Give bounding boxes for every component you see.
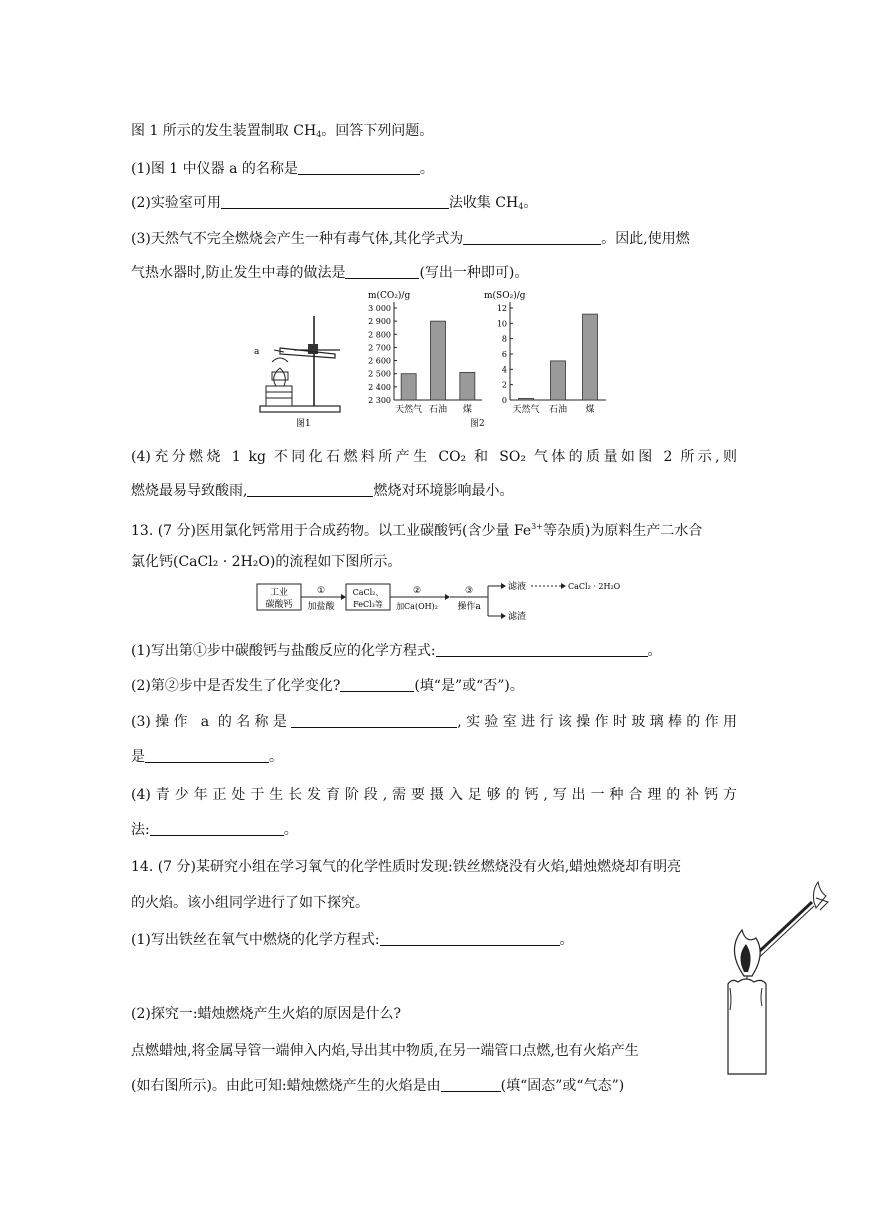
y-tick-label: 10 [496, 319, 507, 329]
svg-text:CaCl₂、: CaCl₂、 [352, 588, 384, 597]
q13-part4: (4)青少年正处于生长发育阶段,需要摄入足够的钙,写出一种合理的补钙方 [131, 787, 737, 803]
bar [431, 321, 446, 400]
svg-text:CaCl₂ · 2H₂O: CaCl₂ · 2H₂O [568, 582, 621, 591]
answer-blank[interactable] [345, 264, 419, 279]
q13-title-cont: 氯化钙(CaCl₂ · 2H₂O)的流程如下图所示。 [131, 554, 402, 570]
q14-part2-cont: (如右图所示)。由此可知:蜡烛燃烧产生的火焰是由 (填“固态”或“气态”) [131, 1078, 625, 1094]
q12-part2: (2)实验室可用 法收集 $CH_4$。 [131, 195, 538, 211]
q12-part4-cont: 燃烧最易导致酸雨, 燃烧对环境影响最小。 [131, 483, 514, 499]
answer-blank[interactable] [247, 482, 373, 497]
x-tick-label: 天然气 [395, 405, 423, 415]
candle-figure [716, 880, 832, 1076]
candle-body-icon [728, 979, 766, 1074]
arrow-icon [445, 594, 450, 600]
y-tick-label: 2 600 [368, 356, 391, 366]
bar [401, 374, 416, 400]
svg-text:碳酸钙: 碳酸钙 [265, 600, 293, 610]
q12-part3-cont: 气热水器时,防止发生中毒的做法是 (写出一种即可)。 [131, 265, 529, 281]
q13-part4-cont: 法: 。 [131, 822, 298, 838]
svg-text:滤液: 滤液 [508, 582, 527, 592]
flow-diagram [255, 580, 635, 624]
q14-part2: (2)探究一:蜡烛燃烧产生火焰的原因是什么? [131, 1006, 402, 1022]
x-tick-label: 煤 [585, 405, 595, 415]
y-tick-label: 2 700 [368, 343, 391, 353]
q13-title: 13. (7 分)医用氯化钙常用于合成药物。以工业碳酸钙(含少量 $Fe^{3+}$等杂质)为原料生产二水合 [131, 522, 703, 539]
x-tick-label: 石油 [548, 405, 568, 415]
y-tick-label: 0 [501, 396, 507, 405]
bar [460, 372, 475, 400]
answer-blank[interactable] [298, 160, 420, 175]
answer-blank[interactable] [441, 1077, 501, 1092]
q14-part2-text: 点燃蜡烛,将金属导管一端伸入内焰,导出其中物质,在另一端管口点燃,也有火焰产生 [131, 1043, 639, 1059]
intro-text: 图 1 所示的发生装置制取 $CH_4$。回答下列问题。 [131, 123, 434, 139]
answer-blank[interactable] [145, 748, 269, 763]
y-tick-label: 8 [501, 334, 507, 344]
q13-part2: (2)第②步中是否发生了化学变化? (填“是”或“否”)。 [131, 678, 524, 694]
axis-title: m(CO₂)/g [368, 291, 411, 301]
axis-title: m(SO₂)/g [484, 291, 526, 301]
figure1-caption: 图1 [296, 419, 311, 429]
y-tick-label: 12 [496, 304, 507, 313]
svg-text:②: ② [412, 586, 422, 596]
svg-text:操作a: 操作a [457, 602, 481, 612]
q13-part3-cont: 是 。 [131, 749, 283, 765]
svg-text:①: ① [316, 586, 326, 596]
answer-blank[interactable] [340, 677, 414, 692]
q14-title: 14. (7 分)某研究小组在学习氧气的化学性质时发现:铁丝燃烧没有火焰,蜡烛燃烧却有明亮 [131, 859, 682, 875]
chart-co2 [360, 288, 485, 420]
y-tick-label: 3 000 [368, 304, 391, 313]
tube-flame-icon [814, 882, 827, 908]
x-tick-label: 煤 [462, 405, 472, 415]
svg-text:加Ca(OH)₂: 加Ca(OH)₂ [396, 602, 438, 611]
figure2-caption: 图2 [470, 419, 485, 429]
bar [519, 398, 534, 400]
svg-text:FeCl₃等: FeCl₃等 [353, 600, 383, 609]
bar [583, 314, 598, 400]
arrow-icon [341, 594, 346, 600]
figure1-apparatus [250, 310, 350, 430]
y-tick-label: 2 500 [368, 369, 391, 379]
q14-title-cont: 的火焰。该小组同学进行了如下探究。 [131, 895, 369, 911]
q13-part1: (1)写出第①步中碳酸钙与盐酸反应的化学方程式: 。 [131, 643, 662, 659]
answer-blank[interactable] [380, 931, 560, 946]
answer-blank[interactable] [463, 230, 601, 245]
x-tick-label: 石油 [428, 405, 448, 415]
svg-text:加盐酸: 加盐酸 [307, 602, 335, 612]
answer-blank[interactable] [436, 642, 648, 657]
q13-part3: (3)操作 a 的名称是 ,实验室进行该操作时玻璃棒的作用 [131, 714, 738, 730]
q12-part4: (4)充分燃烧 1 kg 不同化石燃料所产生 CO₂ 和 SO₂ 气体的质量如图 2 所示,则 [131, 449, 737, 465]
y-tick-label: 2 400 [368, 382, 391, 392]
label-a: a [254, 347, 260, 357]
y-tick-label: 2 800 [368, 330, 391, 340]
answer-blank[interactable] [150, 821, 284, 836]
q12-part3: (3)天然气不完全燃烧会产生一种有毒气体,其化学式为 。因此,使用燃 [131, 231, 690, 247]
svg-text:滤渣: 滤渣 [508, 612, 527, 622]
q12-part1: (1)图 1 中仪器 a 的名称是 。 [131, 161, 434, 177]
svg-text:③: ③ [464, 586, 474, 596]
y-tick-label: 2 300 [368, 396, 391, 405]
x-tick-label: 天然气 [512, 405, 540, 415]
answer-blank[interactable] [221, 194, 449, 209]
y-tick-label: 6 [501, 350, 507, 359]
chart-so2 [484, 288, 612, 420]
y-tick-label: 2 [501, 380, 507, 390]
bar [551, 361, 566, 400]
svg-text:工业: 工业 [269, 588, 289, 598]
y-tick-label: 4 [501, 365, 507, 375]
q14-part1: (1)写出铁丝在氧气中燃烧的化学方程式: 。 [131, 932, 574, 948]
y-tick-label: 2 900 [368, 317, 391, 327]
answer-blank[interactable] [291, 713, 457, 728]
